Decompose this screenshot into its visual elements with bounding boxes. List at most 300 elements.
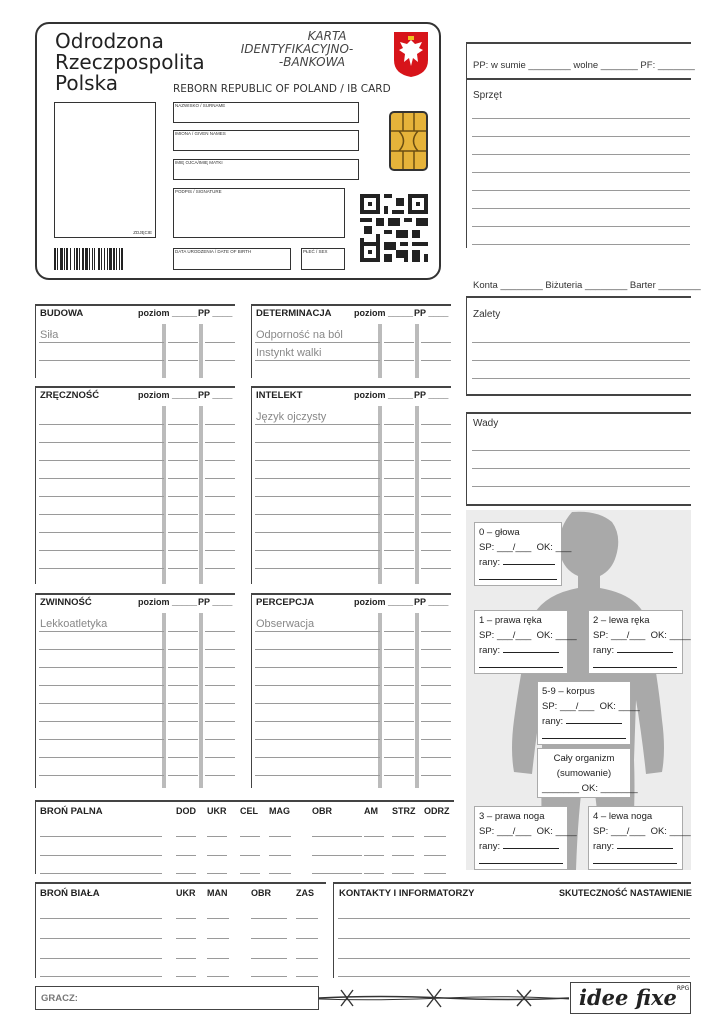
card-subtitle-line1: KARTA <box>307 29 347 43</box>
zwinnosc-title: ZWINNOŚĆ <box>40 597 92 608</box>
zwinnosc-level-line[interactable] <box>168 721 198 722</box>
firearms-value-line[interactable] <box>424 873 446 874</box>
firearms-name-line[interactable] <box>40 855 162 856</box>
determinacja-skill-line[interactable] <box>255 360 380 361</box>
divider <box>251 593 451 595</box>
divider <box>251 386 252 584</box>
sprzet-line[interactable] <box>472 136 690 137</box>
firearms-col: UKR <box>207 806 227 816</box>
intelekt-pp-line[interactable] <box>421 478 451 479</box>
body-part-prawa-reka[interactable] <box>474 610 577 674</box>
lewa-noga-rany: rany: <box>593 841 615 852</box>
zwinnosc-skill-line[interactable] <box>39 721 164 722</box>
determinacja-pp[interactable]: PP ____ <box>414 308 449 318</box>
firearms-value-line[interactable] <box>424 855 446 856</box>
zrecznosc-skill-line[interactable] <box>39 532 164 533</box>
prawa-reka-rany: rany: <box>479 645 501 656</box>
divider <box>466 78 691 80</box>
melee-title: BROŃ BIAŁA <box>40 888 100 899</box>
zwinnosc-pp-line[interactable] <box>205 685 235 686</box>
budowa-pp[interactable]: PP ____ <box>198 308 233 318</box>
firearms-value-line[interactable] <box>312 873 362 874</box>
barcode-bar <box>89 248 90 270</box>
intelekt-pp[interactable]: PP ____ <box>414 390 449 400</box>
card-title-line1: Odrodzona <box>55 29 164 53</box>
firearms-col: STRZ <box>392 806 416 816</box>
firearms-name-line[interactable] <box>40 836 162 837</box>
firearms-value-line[interactable] <box>312 855 362 856</box>
percepcja-pp[interactable]: PP ____ <box>414 597 449 607</box>
percepcja-pp-line[interactable] <box>421 685 451 686</box>
firearms-value-line[interactable] <box>269 836 291 837</box>
percepcja-pp-line[interactable] <box>421 667 451 668</box>
prawa-noga-sp[interactable]: SP: ___/___ <box>479 826 532 837</box>
korpus-title: 5-9 – korpus <box>542 686 595 697</box>
body-part-korpus[interactable] <box>537 681 640 745</box>
melee-name-line[interactable] <box>40 918 162 919</box>
intelekt-pp-line[interactable] <box>421 532 451 533</box>
barcode-bar <box>94 248 95 270</box>
logo-sup: RPG <box>676 985 690 992</box>
sprzet-line[interactable] <box>472 208 690 209</box>
zrecznosc-pp-line[interactable] <box>205 496 235 497</box>
lewa-reka-sp[interactable]: SP: ___/___ <box>593 630 646 641</box>
field-sex[interactable] <box>301 248 345 270</box>
zrecznosc-level-line[interactable] <box>168 514 198 515</box>
budowa-level-line[interactable] <box>168 360 198 361</box>
body-part-prawa-noga[interactable] <box>474 806 577 870</box>
firearms-value-line[interactable] <box>364 873 384 874</box>
sprzet-line[interactable] <box>472 226 690 227</box>
divider <box>466 504 691 506</box>
intelekt-level-line[interactable] <box>384 550 414 551</box>
sprzet-line[interactable] <box>472 244 690 245</box>
zwinnosc-skill-line[interactable] <box>39 775 164 776</box>
budowa-title: BUDOWA <box>40 308 84 319</box>
percepcja-skill-line[interactable] <box>255 739 380 740</box>
divider <box>466 412 691 414</box>
zwinnosc-skill-line[interactable] <box>39 685 164 686</box>
firearms-col: DOD <box>176 806 196 816</box>
glowa-title: 0 – głowa <box>479 527 520 538</box>
body-part-glowa[interactable] <box>474 522 572 586</box>
zwinnosc-pp-line[interactable] <box>205 667 235 668</box>
card-subtitle-line3: -BANKOWA <box>278 55 346 69</box>
percepcja-level-line[interactable] <box>384 649 414 650</box>
divider <box>35 386 235 388</box>
prawa-noga-rany-field[interactable] <box>503 839 559 849</box>
percepcja-level-line[interactable] <box>384 757 414 758</box>
lewa-noga-ok[interactable]: OK: ____ <box>650 826 691 837</box>
barcode-bar <box>54 248 56 270</box>
percepcja-level-line[interactable] <box>384 739 414 740</box>
zrecznosc-skill-line[interactable] <box>39 568 164 569</box>
sprzet-label: Sprzęt <box>473 90 502 101</box>
zrecznosc-skill-line[interactable] <box>39 514 164 515</box>
intelekt-pp-line[interactable] <box>421 568 451 569</box>
firearms-value-line[interactable] <box>176 855 196 856</box>
card-title-line2: Rzeczpospolita <box>55 50 205 74</box>
firearms-value-line[interactable] <box>312 836 362 837</box>
zrecznosc-level-line[interactable] <box>168 442 198 443</box>
zwinnosc-pp-line[interactable] <box>205 721 235 722</box>
budowa-level-line[interactable] <box>168 342 198 343</box>
zwinnosc-level-line[interactable] <box>168 685 198 686</box>
zrecznosc-title: ZRĘCZNOŚĆ <box>40 390 100 401</box>
zwinnosc-pp-line[interactable] <box>205 739 235 740</box>
melee-value-line[interactable] <box>251 918 287 919</box>
zwinnosc-level-line[interactable] <box>168 667 198 668</box>
determinacja-poziom[interactable]: poziom _____ <box>354 308 414 318</box>
zrecznosc-pp-line[interactable] <box>205 478 235 479</box>
zrecznosc-skill-line[interactable] <box>39 496 164 497</box>
card-english-title: REBORN REPUBLIC OF POLAND / IB CARD <box>173 83 391 95</box>
sprzet-line[interactable] <box>472 154 690 155</box>
korpus-rany-field2[interactable] <box>542 729 626 739</box>
logo-text: idee fixe <box>579 985 677 1010</box>
zwinnosc-pp-line[interactable] <box>205 757 235 758</box>
percepcja-skill[interactable]: Obserwacja <box>256 618 315 630</box>
wady-line[interactable] <box>472 486 690 487</box>
melee-value-line[interactable] <box>207 938 229 939</box>
konta-summary[interactable]: Konta ________ Biżuteria ________ Barter ________ <box>473 280 701 291</box>
firearms-value-line[interactable] <box>240 873 260 874</box>
intelekt-skill[interactable]: Język ojczysty <box>256 411 327 423</box>
korpus-sp[interactable]: SP: ___/___ <box>542 701 595 712</box>
zrecznosc-pp-line[interactable] <box>205 514 235 515</box>
firearms-value-line[interactable] <box>240 855 260 856</box>
zwinnosc-pp-line[interactable] <box>205 649 235 650</box>
zrecznosc-level-line[interactable] <box>168 478 198 479</box>
lewa-reka-rany-field[interactable] <box>617 643 673 653</box>
melee-value-line[interactable] <box>251 958 287 959</box>
lewa-reka-ok[interactable]: OK: ____ <box>650 630 691 641</box>
intelekt-pp-line[interactable] <box>421 496 451 497</box>
intelekt-level-line[interactable] <box>384 460 414 461</box>
percepcja-pp-line[interactable] <box>421 649 451 650</box>
intelekt-poziom[interactable]: poziom _____ <box>354 390 414 400</box>
budowa-skill[interactable]: Siła <box>40 329 59 341</box>
percepcja-skill-line[interactable] <box>255 649 380 650</box>
zrecznosc-level-line[interactable] <box>168 532 198 533</box>
zwinnosc-pp-line[interactable] <box>205 775 235 776</box>
determinacja-skill[interactable]: Odporność na ból <box>256 329 343 341</box>
firearms-value-line[interactable] <box>207 873 227 874</box>
zwinnosc-level-line[interactable] <box>168 649 198 650</box>
korpus-rany-field[interactable] <box>566 714 622 724</box>
intelekt-level-line[interactable] <box>384 442 414 443</box>
divider <box>35 386 36 584</box>
budowa-pp-line[interactable] <box>205 342 235 343</box>
firearms-value-line[interactable] <box>269 873 291 874</box>
percepcja-pp-line[interactable] <box>421 703 451 704</box>
field-surname[interactable] <box>173 102 359 123</box>
prawa-reka-sp[interactable]: SP: ___/___ <box>479 630 532 641</box>
intelekt-skill-line[interactable] <box>255 460 380 461</box>
caly-sub: (sumowanie) <box>556 768 612 779</box>
zwinnosc-poziom[interactable]: poziom _____ <box>138 597 198 607</box>
glowa-rany: rany: <box>479 557 501 568</box>
level-bar <box>162 324 166 378</box>
intelekt-skill-line[interactable] <box>255 496 380 497</box>
zrecznosc-pp-line[interactable] <box>205 460 235 461</box>
glowa-rany-field[interactable] <box>503 555 555 565</box>
budowa-skill-line[interactable] <box>39 360 164 361</box>
card-title-line3: Polska <box>55 71 119 95</box>
percepcja-skill-line[interactable] <box>255 685 380 686</box>
pp-bar <box>415 406 419 584</box>
melee-name-line[interactable] <box>40 976 162 977</box>
percepcja-pp-line[interactable] <box>421 775 451 776</box>
percepcja-level-line[interactable] <box>384 631 414 632</box>
zrecznosc-skill-line[interactable] <box>39 550 164 551</box>
divider <box>35 800 36 874</box>
zrecznosc-level-line[interactable] <box>168 568 198 569</box>
prawa-noga-ok[interactable]: OK: ____ <box>536 826 577 837</box>
zrecznosc-level-line[interactable] <box>168 424 198 425</box>
percepcja-level-line[interactable] <box>384 703 414 704</box>
zrecznosc-skill-line[interactable] <box>39 478 164 479</box>
contacts-col-skutecznosc: SKUTECZNOŚĆ <box>559 888 628 898</box>
divider <box>466 296 467 394</box>
sprzet-line[interactable] <box>472 172 690 173</box>
intelekt-level-line[interactable] <box>384 514 414 515</box>
body-part-caly-organizm[interactable] <box>537 748 638 798</box>
intelekt-skill-line[interactable] <box>255 532 380 533</box>
zwinnosc-skill-line[interactable] <box>39 757 164 758</box>
determinacja-level-line[interactable] <box>384 342 414 343</box>
prawa-reka-rany-field2[interactable] <box>479 658 563 668</box>
intelekt-pp-line[interactable] <box>421 424 451 425</box>
lewa-reka-rany-field2[interactable] <box>593 658 677 668</box>
intelekt-skill-line[interactable] <box>255 550 380 551</box>
prawa-reka-rany-field[interactable] <box>503 643 559 653</box>
zwinnosc-skill-line[interactable] <box>39 631 164 632</box>
zalety-line[interactable] <box>472 378 690 379</box>
zwinnosc-level-line[interactable] <box>168 703 198 704</box>
percepcja-skill-line[interactable] <box>255 703 380 704</box>
glowa-ok[interactable]: OK: ___ <box>536 542 572 553</box>
percepcja-pp-line[interactable] <box>421 739 451 740</box>
intelekt-level-line[interactable] <box>384 424 414 425</box>
wady-line[interactable] <box>472 468 690 469</box>
zwinnosc-skill-line[interactable] <box>39 703 164 704</box>
zrecznosc-pp-line[interactable] <box>205 568 235 569</box>
intelekt-pp-line[interactable] <box>421 514 451 515</box>
contacts-line[interactable] <box>338 938 690 939</box>
zwinnosc-skill-line[interactable] <box>39 739 164 740</box>
firearms-value-line[interactable] <box>207 836 227 837</box>
body-part-lewa-noga[interactable] <box>588 806 691 870</box>
zwinnosc-pp[interactable]: PP ____ <box>198 597 233 607</box>
zrecznosc-pp-line[interactable] <box>205 424 235 425</box>
intelekt-level-line[interactable] <box>384 496 414 497</box>
percepcja-pp-line[interactable] <box>421 631 451 632</box>
percepcja-skill-line[interactable] <box>255 667 380 668</box>
field-parents[interactable] <box>173 159 359 180</box>
zrecznosc-pp-line[interactable] <box>205 550 235 551</box>
barcode-bar <box>109 248 112 270</box>
intelekt-level-line[interactable] <box>384 568 414 569</box>
melee-value-line[interactable] <box>251 976 287 977</box>
percepcja-level-line[interactable] <box>384 685 414 686</box>
sprzet-line[interactable] <box>472 118 690 119</box>
melee-name-line[interactable] <box>40 958 162 959</box>
determinacja-level-line[interactable] <box>384 360 414 361</box>
melee-value-line[interactable] <box>251 938 287 939</box>
firearms-value-line[interactable] <box>364 836 384 837</box>
zrecznosc-skill-line[interactable] <box>39 424 164 425</box>
budowa-poziom[interactable]: poziom _____ <box>138 308 198 318</box>
intelekt-skill-line[interactable] <box>255 424 380 425</box>
barcode-icon <box>54 248 158 272</box>
zrecznosc-pp-line[interactable] <box>205 442 235 443</box>
prawa-reka-ok[interactable]: OK: ____ <box>536 630 577 641</box>
melee-name-line[interactable] <box>40 938 162 939</box>
barcode-bar <box>60 248 63 270</box>
contacts-line[interactable] <box>338 958 690 959</box>
contacts-title: KONTAKTY I INFORMATORZY <box>339 888 475 899</box>
zrecznosc-pp[interactable]: PP ____ <box>198 390 233 400</box>
chip-icon <box>389 111 428 171</box>
field-signature[interactable] <box>173 188 345 238</box>
firearms-name-line[interactable] <box>40 873 162 874</box>
zrecznosc-skill-line[interactable] <box>39 442 164 443</box>
field-dob[interactable] <box>173 248 291 270</box>
determinacja-pp-line[interactable] <box>421 342 451 343</box>
zrecznosc-level-line[interactable] <box>168 460 198 461</box>
percepcja-level-line[interactable] <box>384 721 414 722</box>
zalety-line[interactable] <box>472 342 690 343</box>
firearms-value-line[interactable] <box>392 836 414 837</box>
prawa-noga-rany-field2[interactable] <box>479 854 563 864</box>
melee-value-line[interactable] <box>296 958 318 959</box>
pp-bar <box>415 613 419 788</box>
zwinnosc-skill-line[interactable] <box>39 667 164 668</box>
zwinnosc-level-line[interactable] <box>168 775 198 776</box>
percepcja-poziom[interactable]: poziom _____ <box>354 597 414 607</box>
melee-value-line[interactable] <box>207 918 229 919</box>
intelekt-level-line[interactable] <box>384 532 414 533</box>
firearms-value-line[interactable] <box>392 873 414 874</box>
zwinnosc-skill[interactable]: Lekkoatletyka <box>40 618 108 630</box>
lewa-noga-sp[interactable]: SP: ___/___ <box>593 826 646 837</box>
glowa-sp[interactable]: SP: ___/___ <box>479 542 532 553</box>
melee-value-line[interactable] <box>207 976 229 977</box>
melee-value-line[interactable] <box>296 918 318 919</box>
firearms-value-line[interactable] <box>269 855 291 856</box>
percepcja-level-line[interactable] <box>384 775 414 776</box>
melee-value-line[interactable] <box>296 976 318 977</box>
zwinnosc-level-line[interactable] <box>168 739 198 740</box>
zwinnosc-level-line[interactable] <box>168 757 198 758</box>
melee-value-line[interactable] <box>176 958 196 959</box>
percepcja-skill-line[interactable] <box>255 757 380 758</box>
budowa-skill-line[interactable] <box>39 342 164 343</box>
zrecznosc-level-line[interactable] <box>168 550 198 551</box>
intelekt-level-line[interactable] <box>384 478 414 479</box>
intelekt-pp-line[interactable] <box>421 442 451 443</box>
korpus-ok[interactable]: OK: ____ <box>599 701 640 712</box>
intelekt-skill-line[interactable] <box>255 478 380 479</box>
firearms-value-line[interactable] <box>207 855 227 856</box>
melee-value-line[interactable] <box>176 976 196 977</box>
firearms-value-line[interactable] <box>392 855 414 856</box>
percepcja-pp-line[interactable] <box>421 721 451 722</box>
zwinnosc-pp-line[interactable] <box>205 703 235 704</box>
intelekt-pp-line[interactable] <box>421 460 451 461</box>
wady-line[interactable] <box>472 450 690 451</box>
field-dob-label: DATA URODZENIA / DATE OF BIRTH <box>175 249 252 254</box>
melee-value-line[interactable] <box>176 938 196 939</box>
level-bar <box>162 613 166 788</box>
zrecznosc-poziom[interactable]: poziom _____ <box>138 390 198 400</box>
percepcja-skill-line[interactable] <box>255 775 380 776</box>
player-name-field[interactable] <box>35 986 319 1010</box>
melee-value-line[interactable] <box>207 958 229 959</box>
field-given-names[interactable] <box>173 130 359 151</box>
caly-ok[interactable]: _______ OK: _______ <box>542 783 638 794</box>
intelekt-skill-line[interactable] <box>255 442 380 443</box>
barcode-bar <box>64 248 65 270</box>
lewa-noga-rany-field[interactable] <box>617 839 673 849</box>
zwinnosc-pp-line[interactable] <box>205 631 235 632</box>
lewa-noga-rany-field2[interactable] <box>593 854 677 864</box>
determinacja-skill[interactable]: Instynkt walki <box>256 347 322 359</box>
determinacja-skill-line[interactable] <box>255 342 380 343</box>
budowa-pp-line[interactable] <box>205 360 235 361</box>
percepcja-skill-line[interactable] <box>255 631 380 632</box>
determinacja-pp-line[interactable] <box>421 360 451 361</box>
intelekt-skill-line[interactable] <box>255 514 380 515</box>
firearms-value-line[interactable] <box>240 836 260 837</box>
pp-summary[interactable]: PP: w sumie ________ wolne _______ PF: _______ <box>473 60 695 71</box>
intelekt-skill-line[interactable] <box>255 568 380 569</box>
contacts-line[interactable] <box>338 976 690 977</box>
zalety-line[interactable] <box>472 360 690 361</box>
divider <box>466 296 691 298</box>
percepcja-level-line[interactable] <box>384 667 414 668</box>
zrecznosc-level-line[interactable] <box>168 496 198 497</box>
prawa-reka-title: 1 – prawa ręka <box>479 615 542 626</box>
body-part-lewa-reka[interactable] <box>588 610 691 674</box>
firearms-value-line[interactable] <box>176 836 196 837</box>
idee-fixe-logo <box>579 985 689 1010</box>
contacts-line[interactable] <box>338 918 690 919</box>
lewa-noga-title: 4 – lewa noga <box>593 811 653 822</box>
intelekt-pp-line[interactable] <box>421 550 451 551</box>
zwinnosc-level-line[interactable] <box>168 631 198 632</box>
firearms-value-line[interactable] <box>364 855 384 856</box>
divider <box>35 593 36 788</box>
melee-value-line[interactable] <box>176 918 196 919</box>
melee-value-line[interactable] <box>296 938 318 939</box>
zrecznosc-pp-line[interactable] <box>205 532 235 533</box>
firearms-col: CEL <box>240 806 258 816</box>
percepcja-skill-line[interactable] <box>255 721 380 722</box>
percepcja-pp-line[interactable] <box>421 757 451 758</box>
firearms-value-line[interactable] <box>176 873 196 874</box>
zrecznosc-skill-line[interactable] <box>39 460 164 461</box>
lewa-reka-rany: rany: <box>593 645 615 656</box>
sprzet-line[interactable] <box>472 190 690 191</box>
melee-col: OBR <box>251 888 271 898</box>
barcode-bar <box>104 248 105 270</box>
firearms-value-line[interactable] <box>424 836 446 837</box>
zwinnosc-skill-line[interactable] <box>39 649 164 650</box>
glowa-rany-field2[interactable] <box>479 570 557 580</box>
divider <box>35 593 235 595</box>
